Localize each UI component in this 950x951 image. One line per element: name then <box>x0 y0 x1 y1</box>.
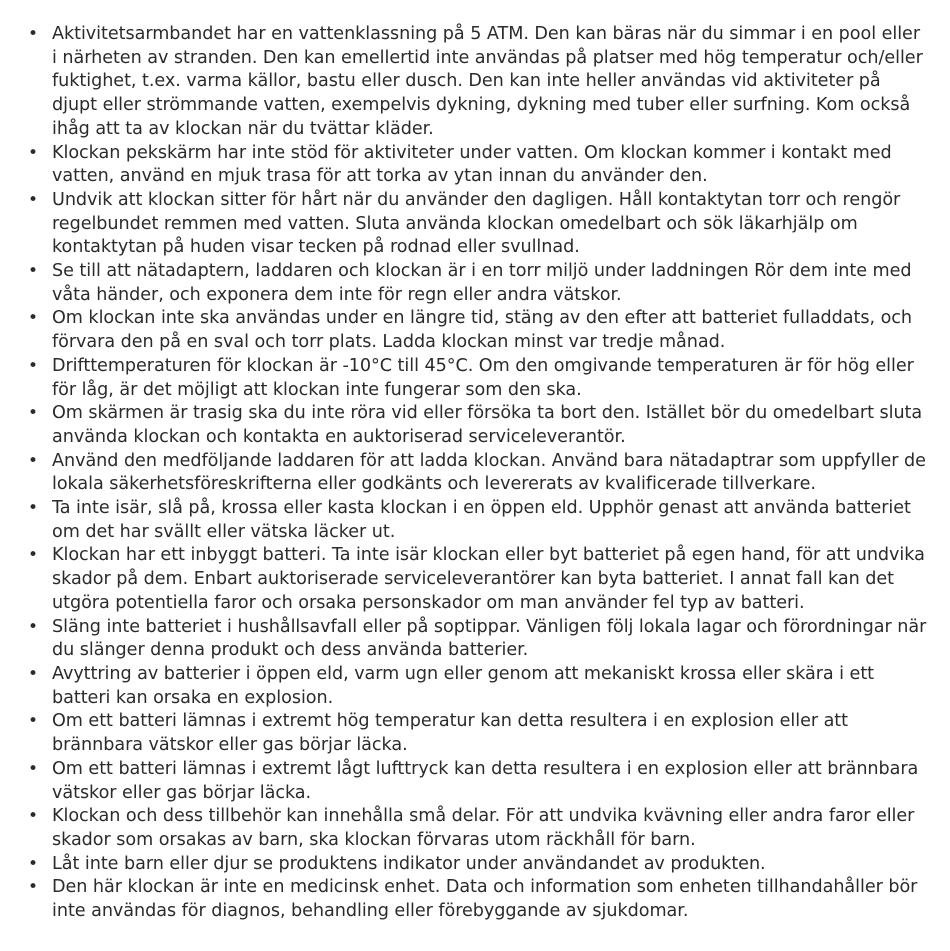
list-item-text: Om ett batteri lämnas i extremt hög temperatur kan detta resultera i en explosion eller att brännbara vätskor eller gas börjar läcka. <box>52 711 849 756</box>
safety-document <box>0 23 950 924</box>
list-item <box>0 710 950 757</box>
safety-bullet-list <box>0 23 950 924</box>
bullet-icon: • <box>28 758 38 779</box>
list-item <box>0 497 950 544</box>
list-item-text: Se till att nätadaptern, laddaren och klockan är i en torr miljö under laddningen Rör dem inte med våta händer, och exponera dem inte för regn eller andra vätskor. <box>52 261 912 305</box>
list-item <box>0 853 950 877</box>
list-item <box>0 402 950 449</box>
list-item <box>0 616 950 663</box>
list-item <box>0 758 950 805</box>
list-item-text: Den här klockan är inte en medicinsk enhet. Data och information som enheten tillhandahåller bör inte användas för diagnos, behandling eller förebyggande av sjukdomar. <box>52 877 918 922</box>
bullet-icon: • <box>28 616 38 637</box>
bullet-icon: • <box>28 450 38 471</box>
list-item-text: Om klockan inte ska användas under en längre tid, stäng av den efter att batteriet fulladdats, och förvara den på en sval och torr plats. Ladda klockan minst var tredje månad. <box>52 308 913 353</box>
list-item <box>0 142 950 189</box>
list-item-text: Aktivitetsarmbandet har en vattenklassning på 5 ATM. Den kan bäras när du simmar i en pool eller i närheten av stranden. Den kan emellertid inte användas på platser med hög temperatur och/eller fuktighet, t.ex. varma källor, bastu eller dusch. Den kan inte heller användas vid aktiviteter på djupt eller strömmande vatten, exempelvis dykning, dykning med tuber eller surfning. Kom också ihåg att ta av klockan när du tvättar kläder. <box>52 24 923 139</box>
list-item-text: Klockan och dess tillbehör kan innehålla små delar. För att undvika kvävning eller andra faror eller skador som orsakas av barn, ska klockan förvaras utom räckhåll för barn. <box>52 806 915 850</box>
bullet-icon: • <box>28 261 38 282</box>
list-item <box>0 260 950 307</box>
list-item-text: Låt inte barn eller djur se produktens indikator under användandet av produkten. <box>52 853 766 874</box>
bullet-icon: • <box>28 663 38 684</box>
list-item-text: Avyttring av batterier i öppen eld, varm ugn eller genom att mekaniskt krossa eller skära i ett batteri kan orsaka en explosion. <box>52 663 875 708</box>
list-item <box>0 805 950 852</box>
bullet-icon: • <box>28 308 38 329</box>
bullet-icon: • <box>28 853 38 874</box>
bullet-icon: • <box>28 403 38 424</box>
bullet-icon: • <box>28 806 38 827</box>
bullet-icon: • <box>28 355 38 376</box>
list-item <box>0 876 950 923</box>
bullet-icon: • <box>28 545 38 566</box>
list-item-text: Drifttemperaturen för klockan är -10°C till 45°C. Om den omgivande temperaturen är för hög eller för låg, är det möjligt att klockan inte fungerar som den ska. <box>52 355 914 400</box>
list-item-text: Klockan har ett inbyggt batteri. Ta inte isär klockan eller byt batteriet på egen hand, för att undvika skador på dem. Enbart auktoriserade serviceleverantörer kan byta batteriet. I annat fall kan det utgöra potentiella faror och orsaka personskador om man använder fel typ av batteri. <box>52 545 925 613</box>
list-item <box>0 450 950 497</box>
list-item-text: Klockan pekskärm har inte stöd för aktiviteter under vatten. Om klockan kommer i kontakt med vatten, använd en mjuk trasa för att torka av ytan innan du använder den. <box>52 142 892 187</box>
list-item <box>0 23 950 142</box>
bullet-icon: • <box>28 711 38 732</box>
bullet-icon: • <box>28 24 38 44</box>
list-item-text: Om skärmen är trasig ska du inte röra vid eller försöka ta bort den. Istället bör du omedelbart sluta använda klockan och kontakta en auktoriserad serviceleverantör. <box>52 403 923 447</box>
bullet-icon: • <box>28 189 38 210</box>
list-item-text: Släng inte batteriet i hushållsavfall eller på soptippar. Vänligen följ lokala lagar och förordningar när du slänger denna produkt och dess använda batterier. <box>52 616 927 661</box>
list-item <box>0 189 950 260</box>
list-item <box>0 307 950 354</box>
list-item <box>0 355 950 402</box>
list-item <box>0 544 950 615</box>
bullet-icon: • <box>28 142 38 163</box>
bullet-icon: • <box>28 877 38 898</box>
list-item-text: Använd den medföljande laddaren för att ladda klockan. Använd bara nätadaptrar som uppfyller de lokala säkerhetsföreskrifterna eller godkänts och levererats av kvalificerade tillverkare. <box>52 450 926 495</box>
list-item <box>0 663 950 710</box>
list-item-text: Undvik att klockan sitter för hårt när du använder den dagligen. Håll kontaktytan torr och rengör regelbundet remmen med vatten. Sluta använda klockan omedelbart och sök läkarhjälp om kontaktytan på huden visar tecken på rodnad eller svullnad. <box>52 189 901 258</box>
list-item-text: Om ett batteri lämnas i extremt lågt lufttryck kan detta resultera i en explosion eller att brännbara vätskor eller gas börjar läcka. <box>52 758 919 803</box>
list-item-text: Ta inte isär, slå på, krossa eller kasta klockan i en öppen eld. Upphör genast att använda batteriet om det har svällt eller vätska läcker ut. <box>52 498 911 542</box>
bullet-icon: • <box>28 498 38 519</box>
